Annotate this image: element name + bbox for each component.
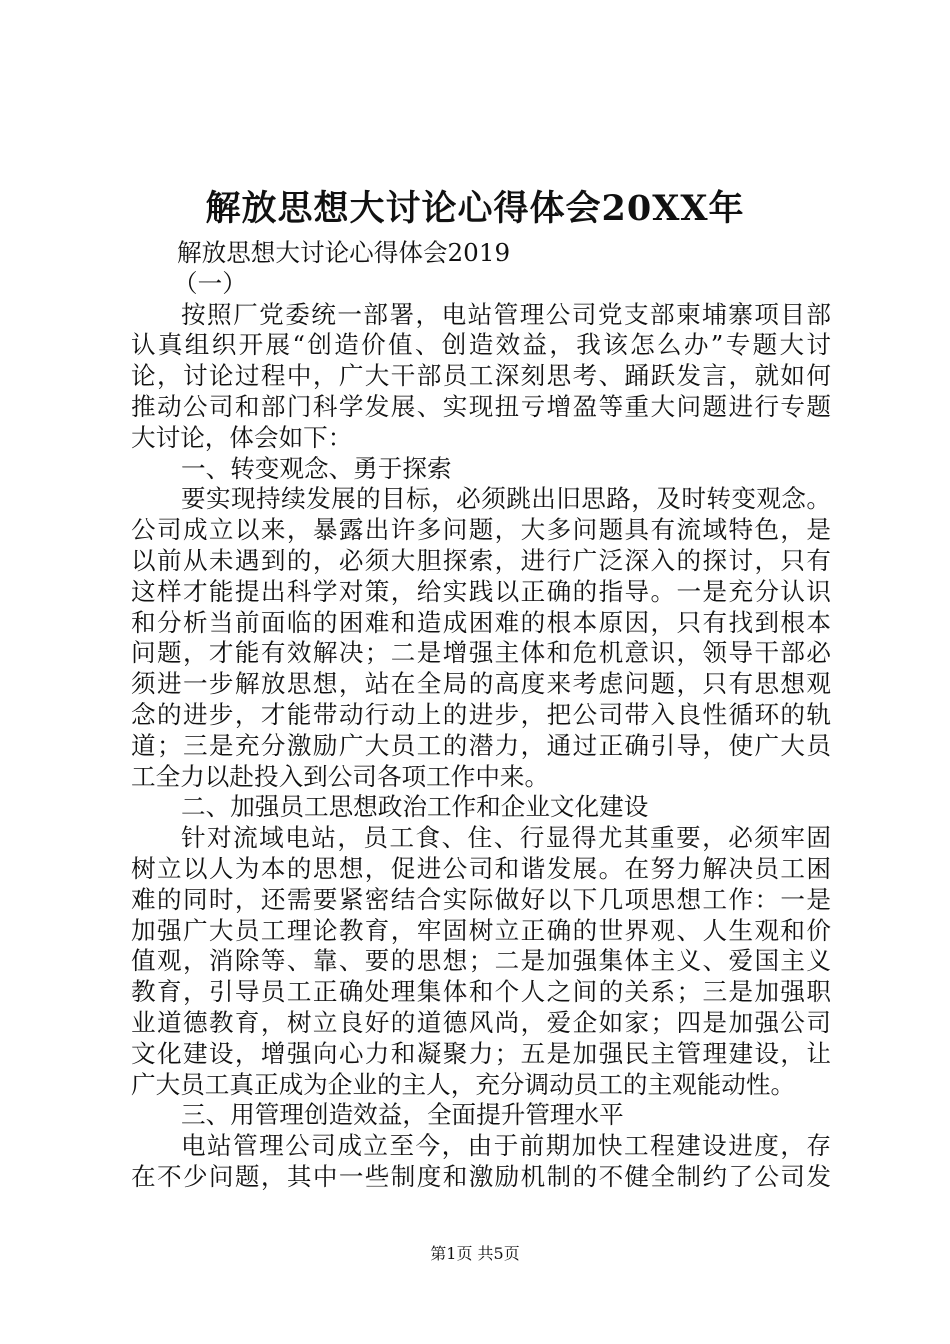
paragraph-line: 值观，消除等、靠、要的思想；二是加强集体主义、爱国主义 [131, 946, 831, 976]
paragraph-line: 念的进步，才能带动行动上的进步，把公司带入良性循环的轨 [131, 699, 831, 729]
paragraph-line: 加强广大员工理论教育，牢固树立正确的世界观、人生观和价 [131, 915, 831, 945]
paragraph-line: 认真组织开展“创造价值、创造效益，我该怎么办”专题大讨 [131, 330, 831, 360]
paragraph-line: 论，讨论过程中，广大干部员工深刻思考、踊跃发言，就如何 [131, 361, 831, 391]
paragraph-line: 须进一步解放思想，站在全局的高度来考虑问题，只有思想观 [131, 669, 831, 699]
paragraph-line: 公司成立以来，暴露出许多问题，大多问题具有流域特色，是 [131, 515, 831, 545]
paragraph-line: 按照厂党委统一部署，电站管理公司党支部柬埔寨项目部 [181, 299, 831, 329]
paragraph-line: 以前从未遇到的，必须大胆探索，进行广泛深入的探讨，只有 [131, 545, 831, 575]
document-subtitle: 解放思想大讨论心得体会2019 [177, 238, 511, 267]
paragraph-line: 树立以人为本的思想，促进公司和谐发展。在努力解决员工困 [131, 853, 831, 883]
paragraph-line: 推动公司和部门科学发展、实现扭亏增盈等重大问题进行专题 [131, 391, 831, 421]
paragraph-line: 文化建设，增强向心力和凝聚力；五是加强民主管理建设，让 [131, 1038, 831, 1068]
section-heading: 一、转变观念、勇于探索 [181, 453, 452, 483]
paragraph-line: 广大员工真正成为企业的主人，充分调动员工的主观能动性。 [131, 1069, 796, 1099]
paragraph-line: 工全力以赴投入到公司各项工作中来。 [131, 761, 550, 791]
page-number: 第1页 共5页 [430, 1244, 520, 1263]
paragraph-line: 和分析当前面临的困难和造成困难的根本原因，只有找到根本 [131, 607, 831, 637]
paragraph-line: 针对流域电站，员工食、住、行显得尤其重要，必须牢固 [181, 823, 831, 853]
section-heading: 三、用管理创造效益，全面提升管理水平 [181, 1100, 624, 1130]
paragraph-line: 问题，才能有效解决；二是增强主体和危机意识，领导干部必 [131, 638, 831, 668]
paragraph-line: 电站管理公司成立至今，由于前期加快工程建设进度，存 [181, 1131, 831, 1161]
paragraph-line: 在不少问题，其中一些制度和激励机制的不健全制约了公司发 [131, 1161, 831, 1191]
section-heading: 二、加强员工思想政治工作和企业文化建设 [181, 792, 649, 822]
paragraph-line: 难的同时，还需要紧密结合实际做好以下几项思想工作：一是 [131, 884, 831, 914]
paragraph-line: 道；三是充分激励广大员工的潜力，通过正确引导，使广大员 [131, 730, 831, 760]
document-title: 解放思想大讨论心得体会20XX年 [205, 188, 745, 229]
paragraph-line: 这样才能提出科学对策，给实践以正确的指导。一是充分认识 [131, 576, 831, 606]
document-body [131, 238, 831, 1193]
part-marker: （一） [173, 268, 247, 298]
paragraph-line: 要实现持续发展的目标，必须跳出旧思路，及时转变观念。 [181, 484, 831, 514]
paragraph-line: 大讨论，体会如下： [131, 422, 353, 452]
paragraph-line: 业道德教育，树立良好的道德风尚，爱企如家；四是加强公司 [131, 1007, 831, 1037]
paragraph-line: 教育，引导员工正确处理集体和个人之间的关系；三是加强职 [131, 977, 831, 1007]
